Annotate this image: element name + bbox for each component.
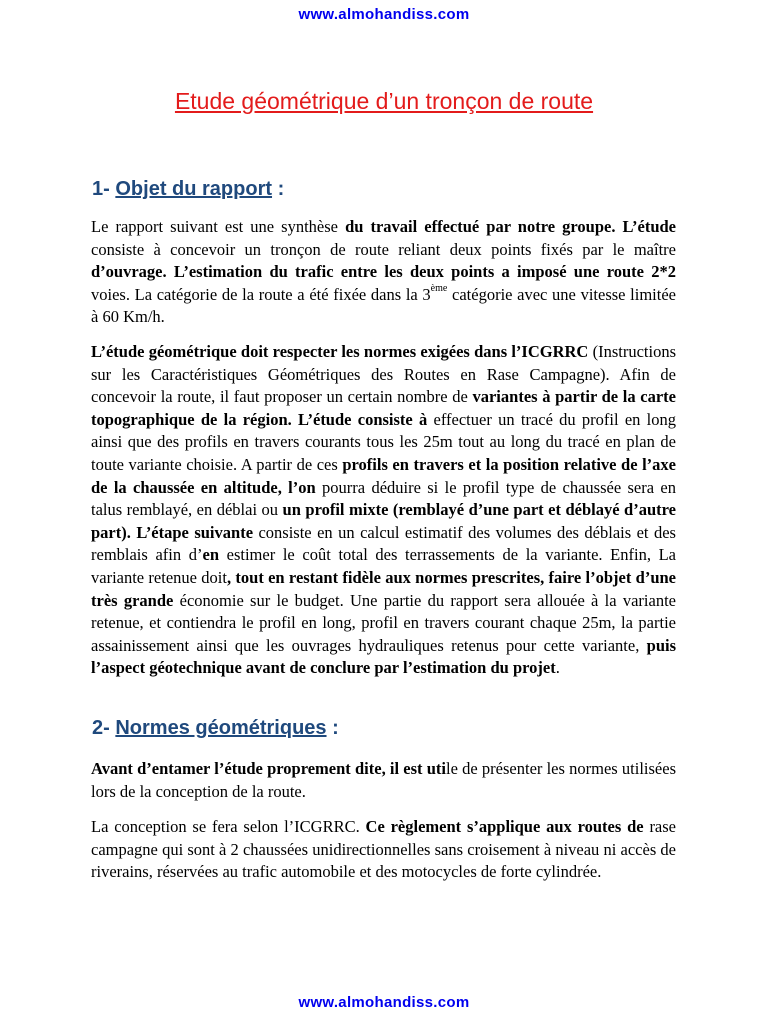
text-run: consiste à concevoir un tronçon de route reliant deux points fixés par le maître [91, 239, 676, 259]
document-title: Etude géométrique d’un tronçon de route [174, 88, 594, 114]
section-suffix: : [332, 717, 339, 739]
paragraph [91, 758, 676, 803]
bold-text-run: d’ouvrage. L’estimation du trafic entre les deux points a imposé une route 2*2 [91, 262, 676, 282]
section-label: Normes géométriques [115, 717, 327, 739]
section-heading-1 [92, 178, 284, 201]
text-run: consiste en un calcul estimatif des volumes des déblais et des remblais afin d’ [91, 522, 676, 565]
text-run: estimer le coût total des terrassements de la variante. Enfin, La variante retenue doit [91, 545, 676, 587]
paragraph [91, 816, 676, 884]
text-run: pourra déduire si le profil type de chaussée sera en talus remblayé, en déblai ou [91, 477, 676, 520]
text-run: catégorie avec une vitesse limitée à 60 Km/h. [91, 284, 676, 327]
text-run: . [555, 658, 560, 678]
bold-text-run: en [202, 545, 219, 565]
text-run: voies. La catégorie de la route a été fixée dans la 3 [91, 284, 431, 304]
section-suffix: : [277, 178, 285, 200]
section-number: 2- [92, 717, 110, 739]
text-run: La conception se fera selon l’ICGRRC. [91, 817, 366, 836]
bold-text-run: , tout en restant fidèle aux normes prescrites, faire l’objet d’une très grande [91, 567, 677, 610]
bold-text-run: Ce règlement s’applique aux routes de [365, 817, 644, 836]
bold-text-run: profils en travers et la position relative de l’axe de la chaussée en altitude, l’on [91, 454, 676, 497]
text-run: Le rapport suivant est une synthèse [91, 217, 346, 236]
bold-text-run: Avant d’entamer l’étude proprement dite, il est uti [91, 759, 447, 778]
text-run: rase campagne qui sont à 2 chaussées unidirectionnelles sans croisement à niveau ni accès de riverains, réservées au trafic automobile et des motocycles de forte cylindrée. [91, 817, 677, 882]
bold-text-run: variantes à partir de la carte topographique de la région. L’étude consiste à [91, 387, 676, 429]
section-number: 1- [92, 178, 110, 200]
section-heading-2 [92, 717, 339, 740]
section-label: Objet du rapport [115, 178, 273, 200]
superscript-text: ème [430, 283, 448, 295]
footer-site-link[interactable]: www.almohandiss.com [298, 994, 470, 1011]
header-site-link[interactable]: www.almohandiss.com [298, 6, 470, 23]
bold-text-run: puis l’aspect géotechnique avant de conclure par l’estimation du projet [91, 635, 676, 678]
text-run: effectuer un tracé du profil en long ainsi que des profils en travers courants tous les 25m tout au long du tracé en plan de toute variante choisie. A partir de ces [91, 409, 677, 474]
bold-text-run: du travail effectué par notre groupe. L’étude [345, 217, 676, 236]
text-run: le de présenter les normes utilisées lors de la conception de la route. [91, 759, 676, 801]
paragraph [91, 216, 676, 329]
text-run: économie sur le budget. Une partie du rapport sera allouée à la variante retenue, et contiendra le profil en long, profil en travers courant chaque 25m, la partie assainissement ainsi que les ouvrages hydrauliques retenus pour cette variante, [91, 590, 676, 655]
paragraph [91, 341, 676, 680]
bold-text-run: L’étude géométrique doit respecter les normes exigées dans l’ICGRRC [91, 342, 589, 361]
text-run: (Instructions sur les Caractéristiques Géométriques des Routes en Rase Campagne). Afin de concevoir la route, il faut proposer un certain nombre de [91, 342, 676, 407]
bold-text-run: un profil mixte (remblayé d’une part et déblayé d’autre part). L’étape suivante [91, 500, 676, 542]
